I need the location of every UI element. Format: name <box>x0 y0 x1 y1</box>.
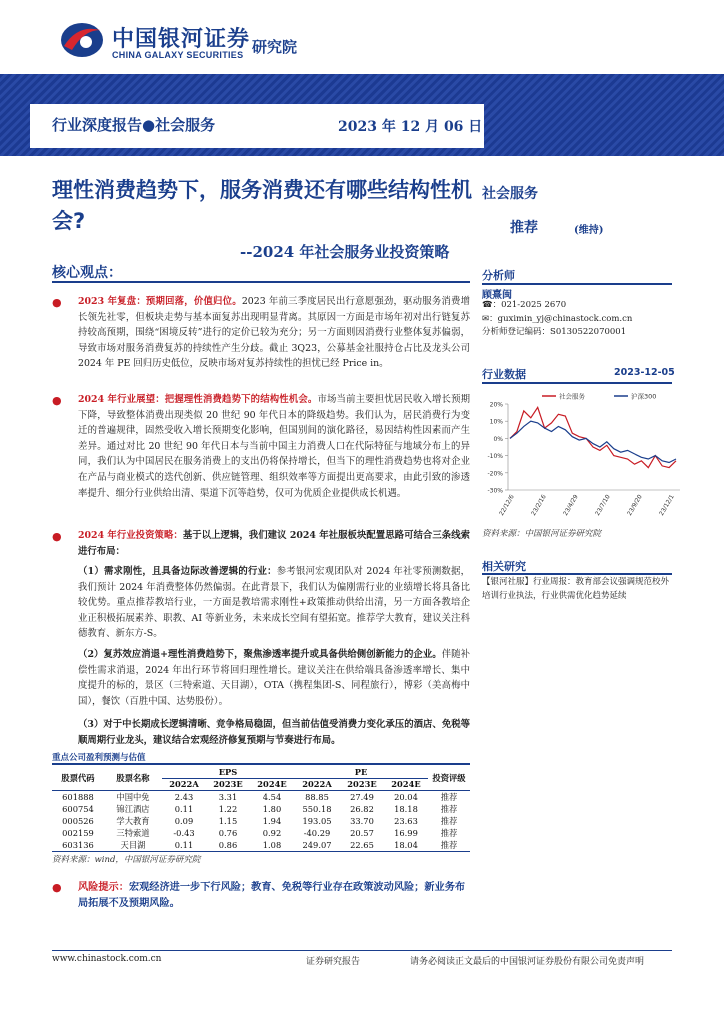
bullet-icon: ● <box>52 394 62 407</box>
table-row <box>52 815 470 827</box>
clue-2 <box>78 647 470 709</box>
related-research-link[interactable]: 【银河社服】行业周报：教育部会议强调规范校外培训行业执法，行业供需优化趋势延续 <box>482 577 670 601</box>
year-cell: 2022A <box>169 779 199 790</box>
table-cell: 推荐 <box>440 804 458 815</box>
analyst-phone: ☎：021-2025 2670 <box>482 300 567 310</box>
risk-note <box>78 879 470 911</box>
report-title: 理性消费趋势下，服务消费还有哪些结构性机会? <box>52 178 472 233</box>
core-view-label: 核心观点： <box>52 265 122 281</box>
table-cell: 学大教育 <box>116 816 150 827</box>
table-row <box>52 839 470 851</box>
chart-source: 资料来源：中国银河证券研究院 <box>482 529 602 539</box>
table-cell: 推荐 <box>440 828 458 839</box>
point-2 <box>78 392 470 501</box>
table-cell: 27.49 <box>350 792 374 803</box>
point-1-lead: 2023 年复盘：预期回落，价值归位。 <box>78 296 242 307</box>
table-cell: 0.09 <box>174 816 194 827</box>
point-2-body: 市场当前主要担忧居民收入增长预期下降，导致整体消费出现类似 20 世纪 90 年代日本的降级趋势。我们认为，居民消费行为变迁的普遍规律，固然受收入增长预期变化影响，但国别间的演化路径，易因结构性因素而产生差异。通过对比 20 世纪 90 年代日本与当前中国主力消费人口在代际特征与地域分布上的异同，我们认为中国居民在服务消费上的支出仍将保持增长，但当下的理性消费趋势也将对企业在产品与商业模式的迭代创新、供应链管理、组织效率等方面提出更高要求，由此引致的渗透率提升、细分行业供给出清、渠道下沉等趋势，仅可为优质企业提供成长机遇。 <box>78 394 470 499</box>
table-cell: 26.82 <box>350 804 374 815</box>
galaxy-logo-icon <box>58 20 104 60</box>
clue-2-lead: （2）复苏效应消退+理性消费趋势下，聚焦渗透率提升或具备供给侧创新能力的企业。 <box>78 649 442 660</box>
table-source: 资料来源：wind，中国银河证券研究院 <box>52 855 201 865</box>
table-row <box>52 803 470 815</box>
year-cell: 2024E <box>257 779 287 790</box>
data-divider <box>482 382 672 384</box>
analyst-name: 顾熹闽 <box>482 290 512 301</box>
table-cell: 002159 <box>62 828 94 839</box>
table-cell: 推荐 <box>440 816 458 827</box>
y-tick-label: 10% <box>489 418 503 426</box>
bullet-icon: ● <box>52 530 62 543</box>
col-pe-header: PE <box>294 766 428 778</box>
logo-cn-name: 中国银河证券 <box>112 27 251 52</box>
industry-name: 社会服务 <box>482 186 538 202</box>
table-cell: -0.43 <box>173 828 195 839</box>
col-eps-header: EPS <box>162 766 294 778</box>
y-tick-label: 0% <box>493 435 503 443</box>
col-code-header: 股票代码 <box>61 773 95 784</box>
institute-label: 研究院 <box>252 38 298 56</box>
series-line-1 <box>510 421 676 462</box>
table-cell: 16.99 <box>394 828 418 839</box>
table-cell: 88.85 <box>305 792 329 803</box>
table-cell: 601888 <box>62 792 94 803</box>
rating-label: 推荐 <box>510 220 538 236</box>
industry-chart <box>482 388 682 526</box>
x-tick-label: 23/9/20 <box>626 493 644 518</box>
table-cell: 3.31 <box>218 792 238 803</box>
table-caption: 重点公司盈利预测与估值 <box>52 753 146 763</box>
risk-body: 宏观经济进一步下行风险；教育、免税等行业存在政策波动风险；新业务布局拓展不及预期风险。 <box>78 881 466 909</box>
clue-3 <box>78 717 470 748</box>
table-cell: 000526 <box>62 816 94 827</box>
table-cell: 18.18 <box>394 804 418 815</box>
table-cell: 0.11 <box>174 840 194 851</box>
table-cell: 0.11 <box>174 804 194 815</box>
forecast-table <box>52 766 470 851</box>
table-bottom-line <box>52 851 470 852</box>
industry-data-label: 行业数据 <box>482 368 526 381</box>
col-rating-header: 投资评级 <box>432 773 466 784</box>
year-cell: 2022A <box>302 779 332 790</box>
core-divider <box>52 281 470 283</box>
legend-label: 沪深300 <box>631 392 657 401</box>
report-date: 2023 年 12 月 06 日 <box>338 119 483 135</box>
clue-1-lead: （1）需求刚性，且具备边际改善逻辑的行业： <box>78 566 277 577</box>
clue-2-body: 伴随补偿性需求消退，2024 年出行环节将回归理性增长。建议关注在供给端具备渗透率增长、集中度提升的标的，景区（三特索道、天目湖），OTA（携程集团-S、同程旅行），博彩（美高梅中国），餐饮（百胜中国、达势股份）。 <box>78 649 470 707</box>
table-row <box>52 827 470 839</box>
table-cell: 18.04 <box>394 840 418 851</box>
table-cell: 22.65 <box>350 840 374 851</box>
table-cell: 三特索道 <box>116 828 150 839</box>
table-cell: 600754 <box>62 804 94 815</box>
y-tick-label: -30% <box>487 487 503 495</box>
clue-1-body: 参考银河宏观团队对 2024 年社零预测数据，我们预计 2024 年消费整体仍然偏弱。在此背景下，我们认为偏刚需行业的业绩增长将具备比较优势。重点推荐教培行业，一方面是教培需求刚性+政策推动供给出清，另一方面各教培企业正积极拓展素养、职教、AI 等新业务，未来成长空间有望拓宽。推荐学大教育，建议关注科德教育、新东方-S。 <box>78 566 470 640</box>
table-cell: 550.18 <box>302 804 332 815</box>
col-name-header: 股票名称 <box>116 773 150 784</box>
table-cell: 中国中免 <box>116 792 150 803</box>
analyst-divider <box>482 283 672 285</box>
table-cell: 0.92 <box>262 828 282 839</box>
table-cell: 1.08 <box>262 840 282 851</box>
clue-3-lead: （3）对于中长期成长逻辑清晰、竞争格局稳固，但当前估值受消费力变化承压的酒店、免税等顺周期行业龙头，建议结合宏观经济修复预期与节奏进行布局。 <box>78 719 470 746</box>
point-1-body: 2023 年前三季度居民出行意愿强劲，驱动服务消费增长领先社零，但板块走势与基本面复苏出现明显背离。其原因一方面是市场年初对出行链复苏持较高预期，围绕“困境反转”进行的定价已较为充分；另一方面则因消费行业整体复苏偏弱，导致市场对服务消费复苏的持续性产生分歧。截止 3Q23，公募基金社服持仓占比及龙头公司 2024 年 PE 回归历史低位，反映市场对复苏持续性的担忧已经 Price in。 <box>78 296 471 370</box>
point-1 <box>78 294 470 372</box>
x-tick-label: 23/2/16 <box>530 493 548 518</box>
clue-1 <box>78 564 470 642</box>
year-cell: 2023E <box>213 779 243 790</box>
logo-en-name: CHINA GALAXY SECURITIES <box>112 50 244 60</box>
table-row <box>52 791 470 804</box>
table-cell: 推荐 <box>440 840 458 851</box>
y-tick-label: -20% <box>487 470 503 478</box>
table-cell: 23.63 <box>394 816 418 827</box>
bullet-icon: ● <box>52 881 62 894</box>
point-2-lead: 2024 年行业展望：把握理性消费趋势下的结构性机会。 <box>78 394 318 405</box>
bullet-icon: ● <box>52 296 62 309</box>
table-cell: 1.94 <box>262 816 282 827</box>
footer-divider <box>52 950 672 951</box>
risk-lead: 风险提示： <box>78 881 129 893</box>
table-header-row <box>52 766 470 778</box>
table-cell: 推荐 <box>440 792 458 803</box>
legend-label: 社会服务 <box>559 392 585 401</box>
analyst-cert: 分析师登记编码：S0130522070001 <box>482 327 627 337</box>
year-cell: 2023E <box>347 779 377 790</box>
table-body <box>52 791 470 852</box>
analyst-section-label: 分析师 <box>482 269 515 282</box>
table-cell: 249.07 <box>302 840 332 851</box>
table-cell: 1.22 <box>218 804 238 815</box>
table-cell: 锦江酒店 <box>116 804 150 815</box>
y-tick-label: 20% <box>489 401 503 409</box>
x-tick-label: 23/12/1 <box>658 493 676 518</box>
year-cell: 2024E <box>391 779 421 790</box>
table-cell: 603136 <box>62 840 94 851</box>
footer-website[interactable]: www.chinastock.com.cn <box>52 954 162 964</box>
table-cell: -40.29 <box>303 828 331 839</box>
x-tick-label: 23/7/10 <box>594 493 612 518</box>
footer-center: 证券研究报告 <box>306 957 361 967</box>
table-cell: 20.04 <box>394 792 418 803</box>
table-cell: 33.70 <box>350 816 374 827</box>
related-research-label: 相关研究 <box>482 560 526 573</box>
table-cell: 天目湖 <box>120 840 146 851</box>
table-top-line <box>52 763 470 765</box>
point-3 <box>78 528 470 559</box>
x-tick-label: 23/4/29 <box>562 493 580 518</box>
industry-data-date: 2023-12-05 <box>614 367 675 378</box>
analyst-email: ✉：guximin_yj@chinastock.com.cn <box>482 314 633 324</box>
point-3-body: 基于以上逻辑，我们建议 2024 年社服板块配置思路可结合三条线索进行布局： <box>78 530 471 557</box>
table-cell: 1.15 <box>218 816 238 827</box>
rating-note: (维持) <box>574 225 604 236</box>
report-subtitle: --2024 年社会服务业投资策略 <box>240 243 450 261</box>
table-cell: 0.76 <box>218 828 238 839</box>
series-line-0 <box>510 407 676 467</box>
footer-disclaimer: 请务必阅读正文最后的中国银河证券股份有限公司免责声明 <box>410 957 645 967</box>
table-cell: 20.57 <box>350 828 374 839</box>
y-tick-label: -10% <box>487 453 503 461</box>
table-cell: 193.05 <box>302 816 332 827</box>
table-cell: 1.80 <box>262 804 282 815</box>
x-tick-label: 22/12/6 <box>498 493 516 518</box>
report-type: 行业深度报告●社会服务 <box>52 116 216 134</box>
table-cell: 4.54 <box>262 792 282 803</box>
table-cell: 0.86 <box>218 840 238 851</box>
point-3-lead: 2024 年行业投资策略： <box>78 530 183 541</box>
table-cell: 2.43 <box>174 792 194 803</box>
